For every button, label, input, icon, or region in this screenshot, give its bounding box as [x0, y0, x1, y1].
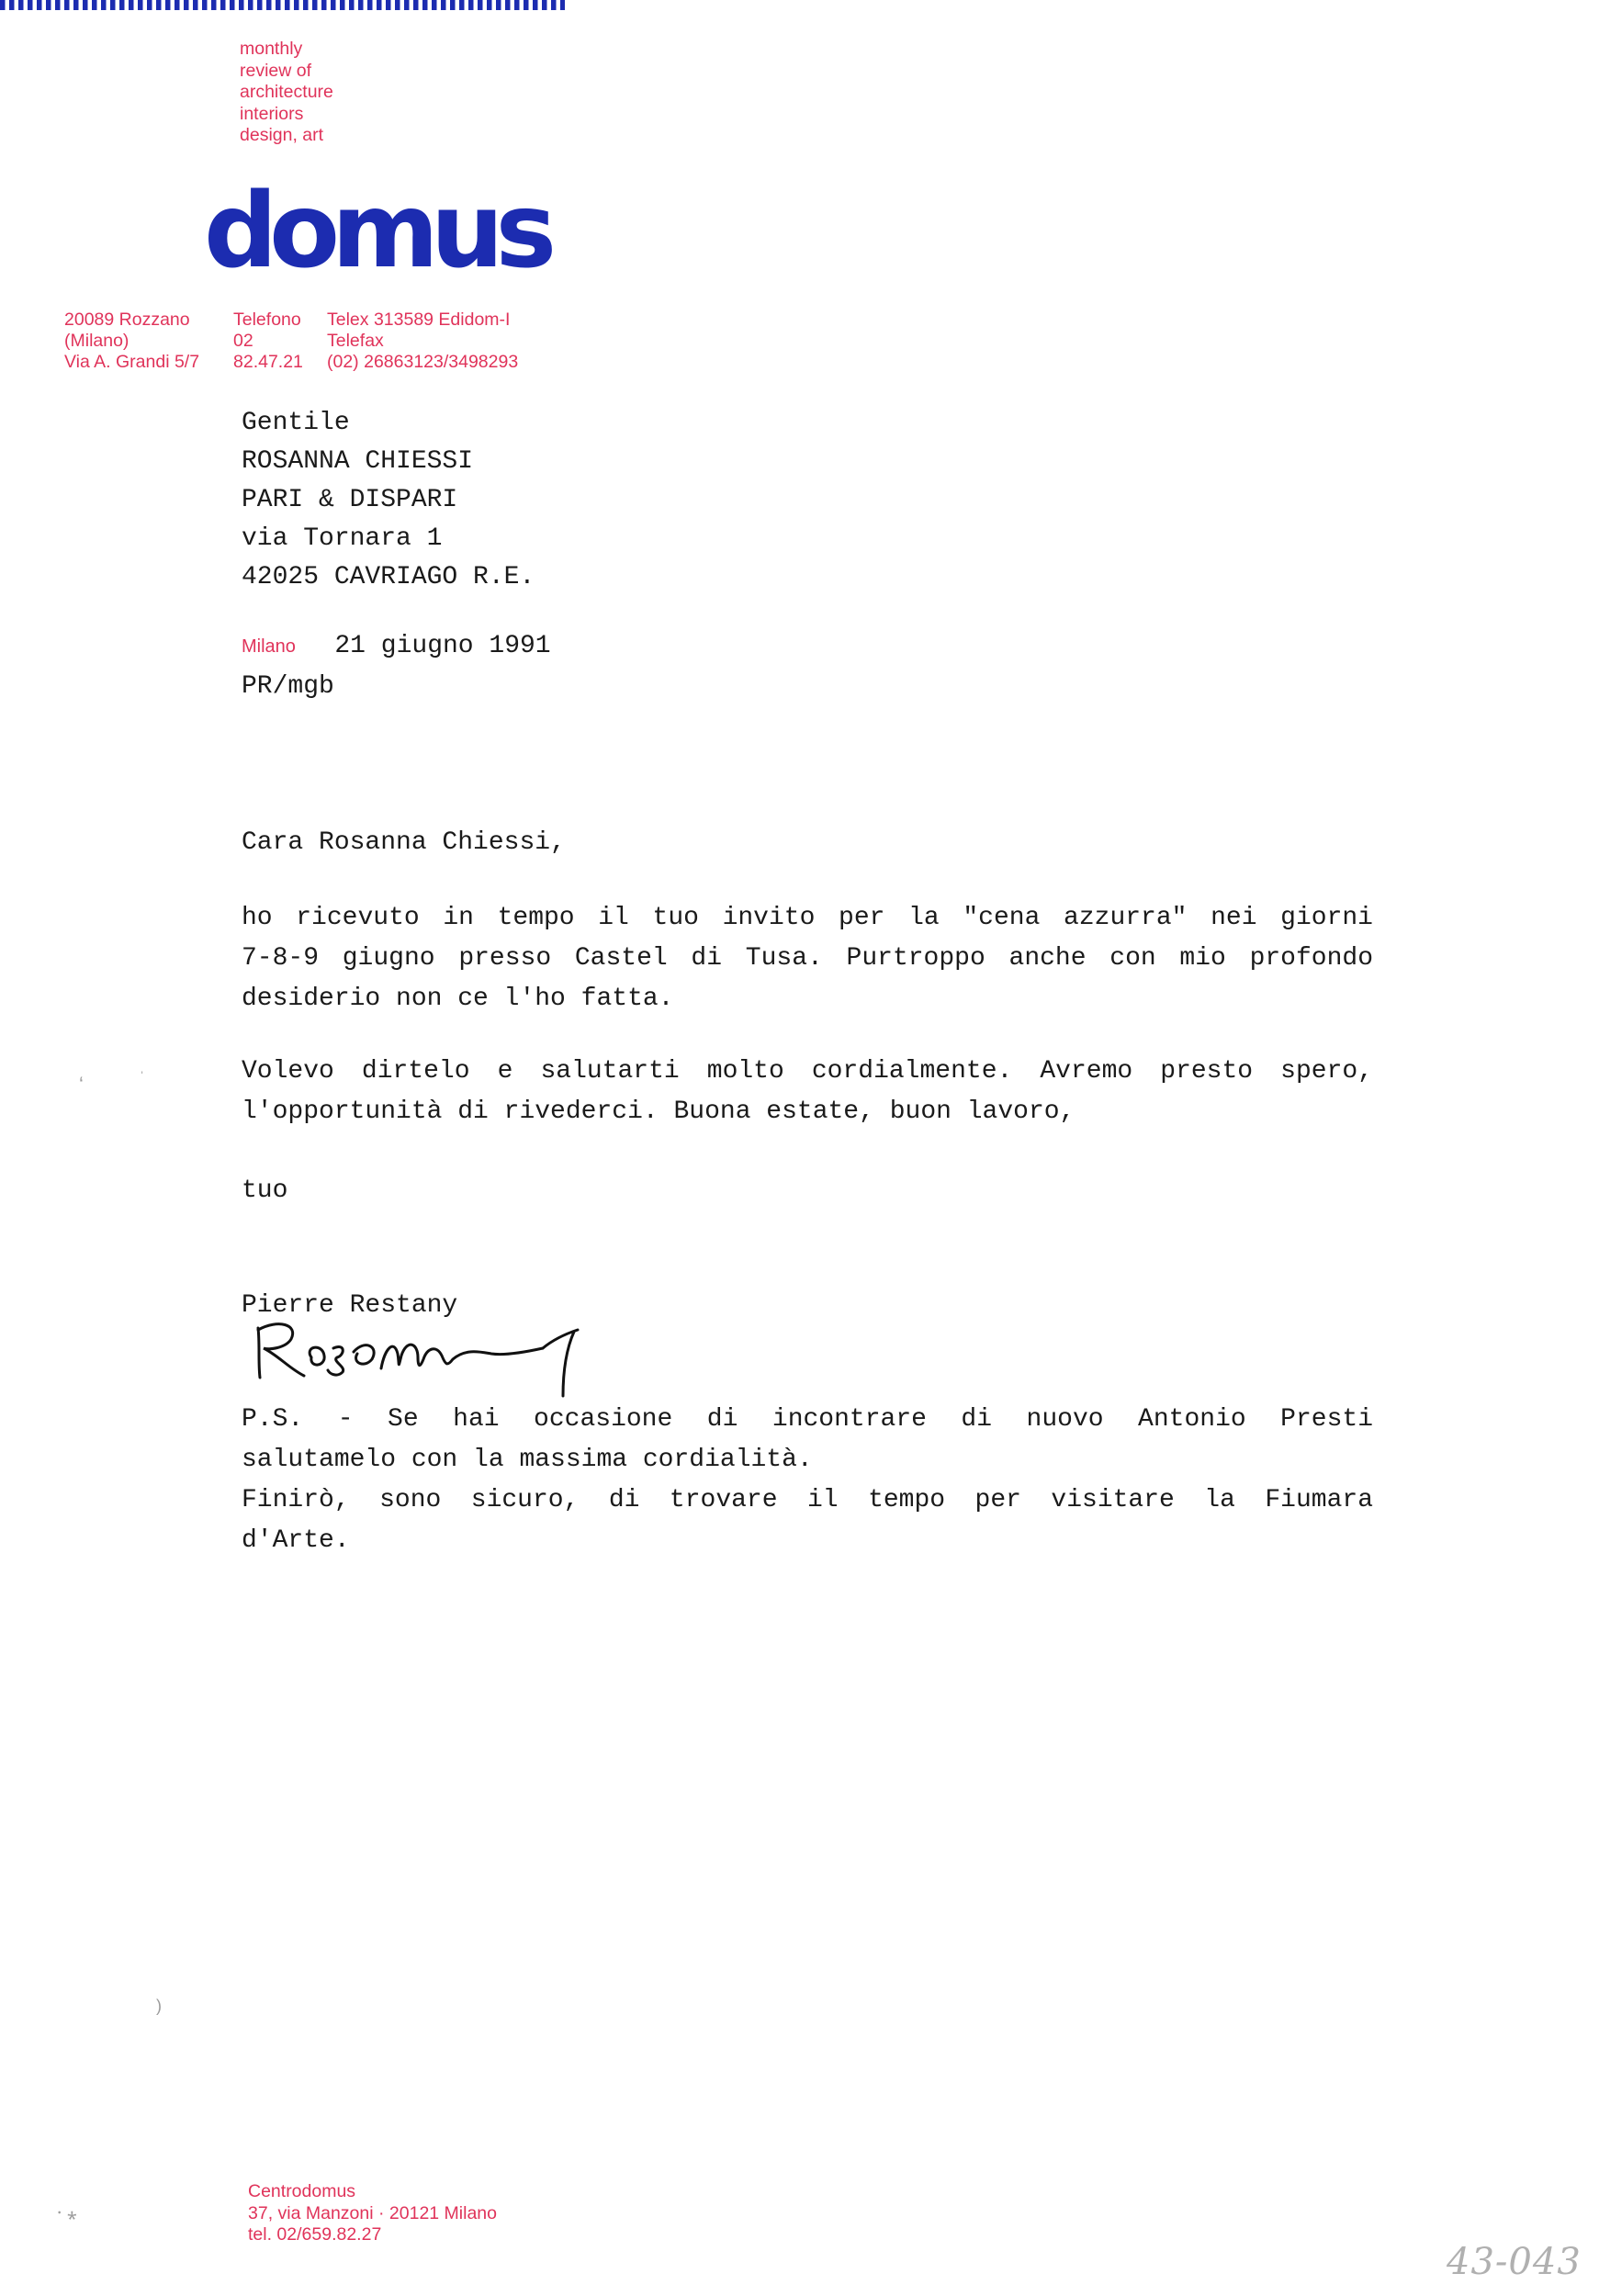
top-dashed-band	[0, 0, 565, 11]
letterhead-address	[64, 310, 199, 373]
dateline-city: Milano	[242, 636, 296, 657]
handwritten-signature	[251, 1311, 600, 1408]
salutation	[242, 823, 1373, 863]
dateline	[242, 632, 551, 660]
signatory-name: Pierre Restany	[242, 1291, 458, 1320]
body-paragraph-2	[242, 1052, 1373, 1132]
dateline-date: 21 giugno 1991	[334, 632, 551, 660]
postscript-line: Finirò, sono sicuro, di trovare il tempo per visitare la Fiumara	[242, 1486, 1373, 1514]
reference-code: PR/mgb	[242, 672, 334, 701]
body-line: ho ricevuto in tempo il tuo invito per la "cena azzurra" nei giorni	[242, 904, 1373, 932]
recipient-line: ROSANNA CHIESSI	[242, 447, 474, 476]
postscript	[242, 1400, 1373, 1561]
telex-line: (02) 26863123/3498293	[327, 352, 519, 372]
telex-line: Telefax	[327, 331, 384, 351]
recipient-address	[242, 404, 535, 597]
phone-line: 02	[233, 331, 253, 351]
phone-line: Telefono	[233, 310, 301, 330]
recipient-line: via Tornara 1	[242, 524, 443, 553]
closing-text: tuo	[242, 1176, 288, 1205]
tagline-line: architecture	[240, 82, 333, 102]
recipient-line: 42025 CAVRIAGO R.E.	[242, 563, 535, 591]
recipient-line: Gentile	[242, 409, 350, 437]
salutation-text: Cara Rosanna Chiessi,	[242, 828, 566, 857]
postscript-line: salutamelo con la massima cordialità.	[242, 1446, 813, 1474]
footer-line: Centrodomus	[248, 2181, 356, 2201]
body-paragraph-1	[242, 898, 1373, 1019]
scan-speck: ‘	[79, 1073, 84, 1096]
telex-line: Telex 313589 Edidom-I	[327, 310, 511, 330]
body-line: Volevo dirtelo e salutarti molto cordialmente. Avremo presto spero,	[242, 1057, 1373, 1086]
letterhead-phone	[233, 310, 303, 373]
address-line: Via A. Grandi 5/7	[64, 352, 200, 372]
recipient-line: PARI & DISPARI	[242, 486, 458, 514]
letterhead-tagline	[240, 39, 333, 147]
body-line: 7-8-9 giugno presso Castel di Tusa. Purtroppo anche con mio profondo	[242, 944, 1373, 973]
letterhead-telex	[327, 310, 518, 373]
address-line: (Milano)	[64, 331, 129, 351]
footer-line: 37, via Manzoni · 20121 Milano	[248, 2202, 497, 2223]
body-line: l'opportunità di rivederci. Buona estate, buon lavoro,	[242, 1097, 1075, 1126]
tagline-line: design, art	[240, 125, 324, 145]
scan-speck: ⸳ ⁎	[57, 2200, 77, 2221]
footer-line: tel. 02/659.82.27	[248, 2224, 382, 2245]
tagline-line: review of	[240, 60, 312, 81]
address-line: 20089 Rozzano	[64, 310, 190, 330]
tagline-line: monthly	[240, 39, 303, 59]
postscript-line: P.S. - Se hai occasione di incontrare di nuovo Antonio Presti	[242, 1405, 1373, 1434]
scan-speck: ˌ	[140, 1059, 145, 1075]
letterhead-footer	[248, 2181, 497, 2246]
body-line: desiderio non ce l'ho fatta.	[242, 985, 674, 1013]
postscript-line: d'Arte.	[242, 1526, 350, 1555]
archive-number: 43-043	[1447, 2241, 1582, 2283]
phone-line: 82.47.21	[233, 352, 303, 372]
scan-speck: )	[156, 1997, 162, 2015]
domus-logo: domus	[204, 172, 549, 291]
closing	[242, 1171, 1373, 1211]
tagline-line: interiors	[240, 103, 304, 124]
